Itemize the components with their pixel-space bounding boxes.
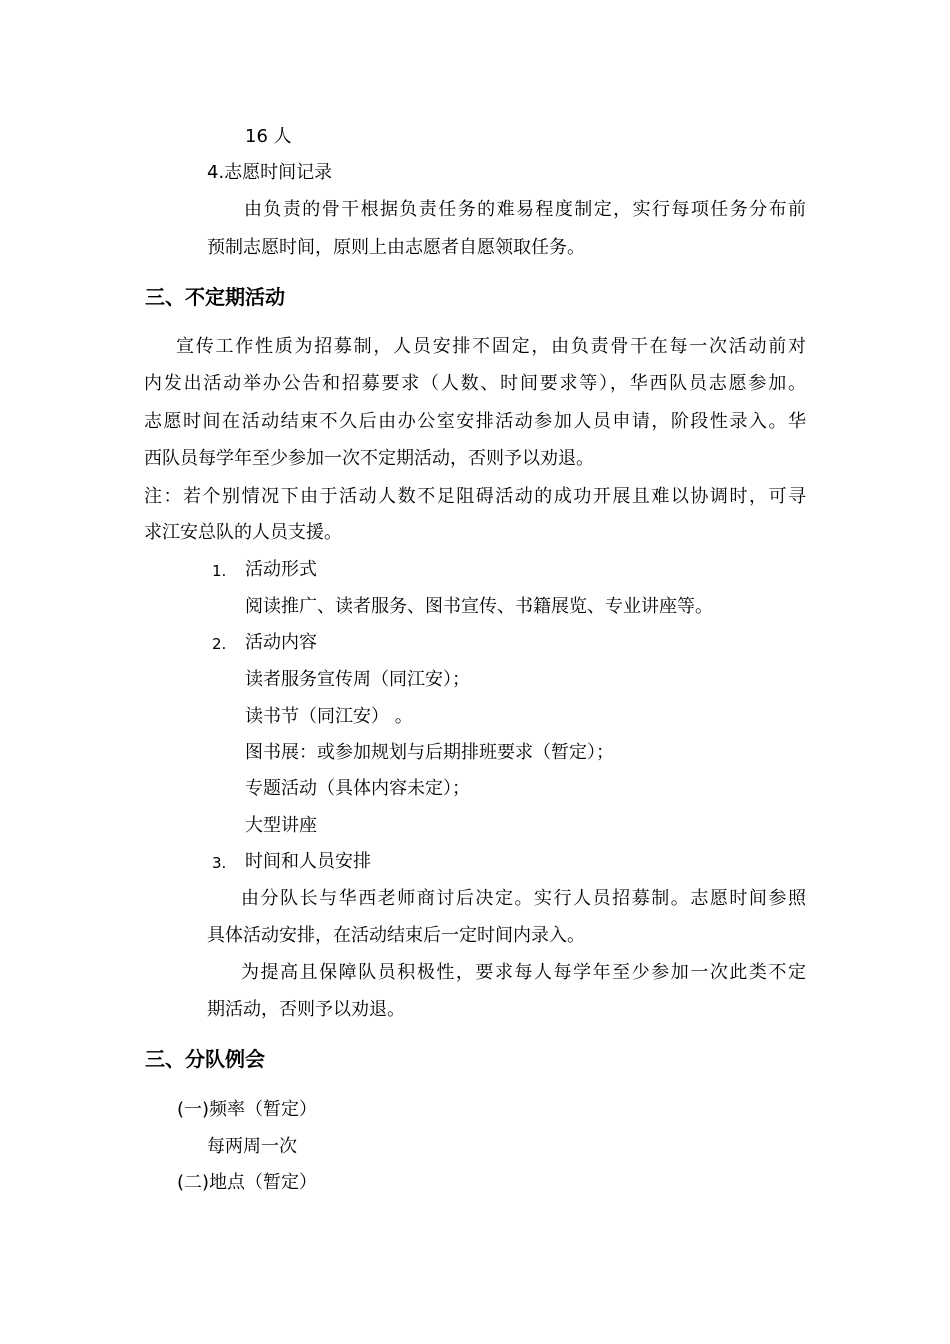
list-item-text: 读者服务宣传周（同江安）； [245,669,470,690]
list-item-text: 读书节（同江安） 。 [245,706,413,727]
subsection-title: (二)地点（暂定） [177,1172,318,1193]
list-item-text: 专题活动（具体内容未定）； [245,778,470,799]
list-number: 1. [212,562,227,580]
note-line: 求江安总队的人员支援。 [144,522,342,543]
paragraph-line: 具体活动安排，在活动结束后一定时间内录入。 [207,925,585,946]
section-heading: 三、分队例会 [145,1047,265,1071]
paragraph-line: 西队员每学年至少参加一次不定期活动，否则予以劝退。 [144,448,594,469]
paragraph-line: 内发出活动举办公告和招募要求（人数、时间要求等），华西队员志愿参加。 [144,373,806,394]
subsection-title: (一)频率（暂定） [177,1099,318,1120]
doc-line: 16 人 [245,126,292,147]
paragraph-line: 由分队长与华西老师商讨后决定。实行人员招募制。志愿时间参照 [241,888,806,909]
list-number: 2. [212,635,227,653]
subsection-title: 4.志愿时间记录 [207,162,333,183]
paragraph-line: 期活动，否则予以劝退。 [207,999,405,1020]
paragraph-line: 每两周一次 [207,1136,297,1157]
list-item-text: 大型讲座 [245,815,317,836]
paragraph-line: 志愿时间在活动结束不久后由办公室安排活动参加人员申请，阶段性录入。华 [144,411,806,432]
paragraph-line: 预制志愿时间，原则上由志愿者自愿领取任务。 [207,237,585,258]
list-item-title: 时间和人员安排 [245,851,371,872]
list-number: 3. [212,854,227,872]
list-item-title: 活动形式 [245,559,317,580]
list-item-text: 阅读推广、读者服务、图书宣传、书籍展览、专业讲座等。 [245,596,713,617]
paragraph-line: 由负责的骨干根据负责任务的难易程度制定，实行每项任务分布前 [244,199,806,220]
list-item-title: 活动内容 [245,632,317,653]
paragraph-line: 宣传工作性质为招募制，人员安排不固定，由负责骨干在每一次活动前对 [176,336,806,357]
section-heading: 三、不定期活动 [145,285,285,309]
list-item-text: 图书展：或参加规划与后期排班要求（暂定）； [245,742,614,763]
note-line: 注：若个别情况下由于活动人数不足阻碍活动的成功开展且难以协调时，可寻 [144,486,806,507]
paragraph-line: 为提高且保障队员积极性，要求每人每学年至少参加一次此类不定 [241,962,806,983]
